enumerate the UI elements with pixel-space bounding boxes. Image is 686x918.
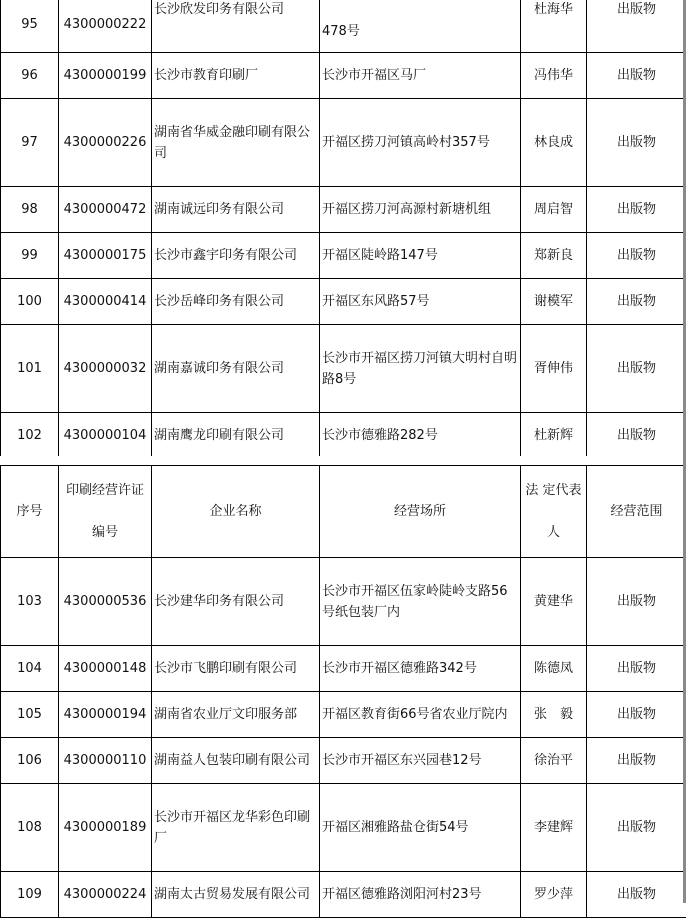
company-name: 湖南嘉诚印务有限公司 — [152, 325, 320, 413]
legal-representative: 陈德凤 — [521, 646, 587, 692]
business-address: 开福区东风路57号 — [320, 279, 521, 325]
company-name: 长沙市教育印刷厂 — [152, 53, 320, 99]
business-address: 长沙市开福区捞刀河镇大明村自明路8号 — [320, 325, 521, 413]
table-row — [1, 558, 686, 646]
legal-representative: 冯伟华 — [521, 53, 587, 99]
business-address: 长沙市开福区马厂 — [320, 53, 521, 99]
legal-representative: 徐治平 — [521, 738, 587, 784]
row-number: 109 — [1, 872, 59, 918]
table-row — [1, 0, 686, 53]
row-number: 97 — [1, 99, 59, 187]
row-number: 99 — [1, 233, 59, 279]
legal-representative: 罗少萍 — [521, 872, 587, 918]
business-scope: 出版物 — [587, 413, 686, 459]
license-number: 4300000104 — [59, 413, 152, 459]
business-address: 开福区湘雅路盐仓街54号 — [320, 784, 521, 872]
header-legal-representative: 法 定代表人 — [521, 466, 587, 558]
row-number: 100 — [1, 279, 59, 325]
license-number: 4300000032 — [59, 325, 152, 413]
legal-representative: 李建辉 — [521, 784, 587, 872]
business-scope: 出版物 — [587, 99, 686, 187]
company-name: 长沙欣发印务有限公司 — [152, 0, 320, 53]
legal-representative: 谢模军 — [521, 279, 587, 325]
header-business-scope: 经营范围 — [587, 466, 686, 558]
business-scope: 出版物 — [587, 784, 686, 872]
table-row — [1, 413, 686, 459]
license-number: 4300000472 — [59, 187, 152, 233]
row-number: 104 — [1, 646, 59, 692]
business-scope: 出版物 — [587, 558, 686, 646]
company-name: 湖南省农业厅文印服务部 — [152, 692, 320, 738]
business-scope: 出版物 — [587, 0, 686, 53]
business-address: 长沙市开福区东兴园巷12号 — [320, 738, 521, 784]
license-number: 4300000536 — [59, 558, 152, 646]
table-row — [1, 279, 686, 325]
license-number: 4300000194 — [59, 692, 152, 738]
business-scope: 出版物 — [587, 872, 686, 918]
company-name: 长沙市飞鹏印刷有限公司 — [152, 646, 320, 692]
table-row — [1, 325, 686, 413]
company-name: 长沙市鑫宇印务有限公司 — [152, 233, 320, 279]
license-number: 4300000199 — [59, 53, 152, 99]
license-number: 4300000175 — [59, 233, 152, 279]
business-address: 开福区教育街66号省农业厅院内 — [320, 692, 521, 738]
table-row — [1, 692, 686, 738]
row-number: 106 — [1, 738, 59, 784]
business-scope: 出版物 — [587, 325, 686, 413]
legal-representative: 黄建华 — [521, 558, 587, 646]
business-scope: 出版物 — [587, 187, 686, 233]
business-scope: 出版物 — [587, 646, 686, 692]
table-row — [1, 738, 686, 784]
business-address: 长沙市德雅路282号 — [320, 413, 521, 459]
row-number: 105 — [1, 692, 59, 738]
business-scope: 出版物 — [587, 53, 686, 99]
company-name: 长沙建华印务有限公司 — [152, 558, 320, 646]
header-license-number: 印刷经营许证编号 — [59, 466, 152, 558]
table-row — [1, 233, 686, 279]
row-number: 95 — [1, 0, 59, 53]
license-number: 4300000414 — [59, 279, 152, 325]
business-scope: 出版物 — [587, 692, 686, 738]
license-table-bottom — [0, 465, 686, 918]
header-serial-number: 序号 — [1, 466, 59, 558]
business-address: 开福区陡岭路147号 — [320, 233, 521, 279]
business-address: 长沙市开福区伍家岭陡岭支路56号纸包装厂内 — [320, 558, 521, 646]
header-business-address: 经营场所 — [320, 466, 521, 558]
license-number: 4300000224 — [59, 872, 152, 918]
table-row — [1, 99, 686, 187]
legal-representative: 林良成 — [521, 99, 587, 187]
table-row — [1, 53, 686, 99]
table-row — [1, 872, 686, 918]
table-header-row — [1, 466, 686, 558]
license-number: 4300000189 — [59, 784, 152, 872]
row-number: 103 — [1, 558, 59, 646]
company-name: 湖南鹰龙印刷有限公司 — [152, 413, 320, 459]
row-number: 101 — [1, 325, 59, 413]
header-company-name: 企业名称 — [152, 466, 320, 558]
table-row — [1, 646, 686, 692]
legal-representative: 杜海华 — [521, 0, 587, 53]
business-scope: 出版物 — [587, 738, 686, 784]
license-number: 4300000226 — [59, 99, 152, 187]
business-address: 开福区德雅路浏阳河村23号 — [320, 872, 521, 918]
company-name: 湖南益人包装印刷有限公司 — [152, 738, 320, 784]
page-break — [0, 456, 686, 465]
row-number: 108 — [1, 784, 59, 872]
business-address: 开福区捞刀河高源村新塘机组 — [320, 187, 521, 233]
legal-representative: 周启智 — [521, 187, 587, 233]
row-number: 102 — [1, 413, 59, 459]
license-number: 4300000110 — [59, 738, 152, 784]
table-row — [1, 784, 686, 872]
company-name: 长沙市开福区龙华彩色印刷厂 — [152, 784, 320, 872]
company-name: 长沙岳峰印务有限公司 — [152, 279, 320, 325]
company-name: 湖南诚远印务有限公司 — [152, 187, 320, 233]
license-number: 4300000148 — [59, 646, 152, 692]
table-row — [1, 187, 686, 233]
row-number: 98 — [1, 187, 59, 233]
company-name: 湖南省华威金融印刷有限公司 — [152, 99, 320, 187]
legal-representative: 胥伸伟 — [521, 325, 587, 413]
business-address: 开福区捞刀河镇高岭村357号 — [320, 99, 521, 187]
license-number: 4300000222 — [59, 0, 152, 53]
legal-representative: 郑新良 — [521, 233, 587, 279]
business-address: 478号 — [320, 0, 521, 53]
row-number: 96 — [1, 53, 59, 99]
business-address: 长沙市开福区德雅路342号 — [320, 646, 521, 692]
business-scope: 出版物 — [587, 233, 686, 279]
business-scope: 出版物 — [587, 279, 686, 325]
company-name: 湖南太古贸易发展有限公司 — [152, 872, 320, 918]
legal-representative: 张 毅 — [521, 692, 587, 738]
legal-representative: 杜新辉 — [521, 413, 587, 459]
